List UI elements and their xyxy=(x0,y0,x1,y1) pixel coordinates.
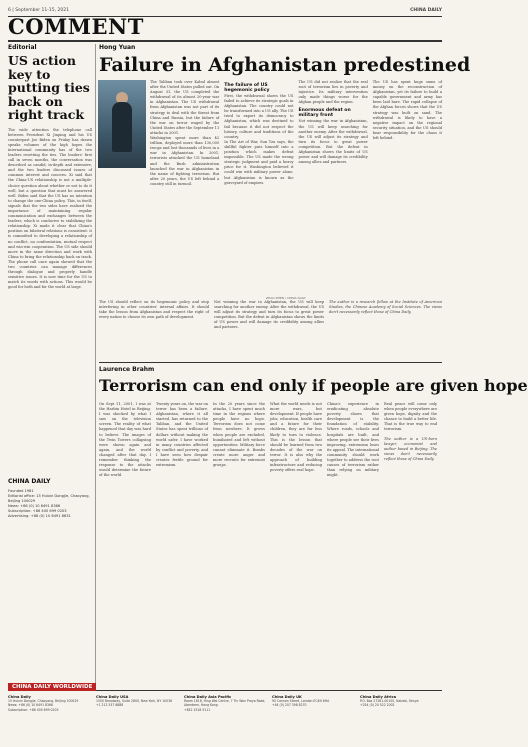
article1-col3: In The Art of War, Sun Tzu says, the skillful fighter puts himself into a position which makes defeat impossible. The US made the wrong strategic judgment and paid a heavy price for it. Washington believed it could win with military power alone, but Afghanistan is known as the graveyard of empires. xyxy=(224,139,294,185)
office-name: China Daily xyxy=(8,695,31,699)
office-line: P.O. Box 27281-00100, Nairobi, Kenya xyxy=(360,699,419,704)
article1-col1: The Taliban took over Kabul almost after the United States pulled out. On August 31, the US completed the withdrawal of its almost 20-year war in Afghanistan. The US withdrawal from Afghanistan was not part of its strategy to deal with the threat from China and Russia, but the failure of the war on terror waged by the United States after the September 11 attacks in 2001. xyxy=(150,80,220,135)
article2-author-note: The author is a US-born lawyer, economist and author based in Beijing. The views don't necessarily reflect those of China Daily. xyxy=(384,436,437,461)
office-line: +44 (0) 207 398 8270 xyxy=(272,703,307,708)
article1-byline: Hong Yuan xyxy=(99,44,136,51)
sidebar-footer-lines xyxy=(8,489,92,519)
office-name: China Daily UK xyxy=(272,695,302,699)
article2-col4: What the world needs is not more wars, but development. If people have jobs, education, health care and a future for their children, they are far less likely to turn to violence. This is the lesson that should be learned from two decades of the war on terror. It is also why the approach of building infrastructure and reducing poverty offers real hope. xyxy=(270,402,322,473)
article2-col3: In the 20 years since the attacks, I have spent much time in the regions where people have no hope. Terrorism does not come from nowhere. It grows when people are excluded, humiliated and left without opportunities. Military force cannot eliminate it. Bombs create more anger and more recruits for extremist groups. xyxy=(213,402,265,468)
article2-col2: Twenty years on, the war on terror has been a failure. Afghanistan, where it all started, has returned to the Taliban, and the United States has spent trillions of dollars without making the world safer. I have worked in many countries affected by conflict and poverty, and I have seen how despair creates fertile ground for extremism. xyxy=(156,402,208,468)
article1-author-note: The author is a research fellow at the Institute of American Studies, the Chinese Academy of Social Sciences. The views don't necessarily reflect those of China Daily. xyxy=(329,300,442,315)
footer-line: Subscription: +86 400 699 0203 xyxy=(8,509,67,513)
masthead: CHINA DAILY xyxy=(410,8,442,13)
office-line: +254 (0) 20 522 2002 xyxy=(360,703,395,708)
article-divider xyxy=(99,362,442,363)
office-line: 90 Cannon Street, London EC4N 6HA xyxy=(272,699,330,704)
editorial-column xyxy=(8,44,92,474)
page-info: 6 | September 11-15, 2021 xyxy=(8,8,69,13)
office-line: 15 Huixin Dongjie, Chaoyang, Beijing 100029 xyxy=(8,699,79,704)
article1-columns-top xyxy=(150,80,442,295)
office-name: China Daily Asia Pacific xyxy=(184,695,232,699)
article1-col6: The US should reflect on its hegemonic policy and stop interfering in other countries' internal affairs. It should take the lesson from Afghanistan and respect the right of every nation to choose its own path of development. xyxy=(99,300,209,320)
footer-line: Founded 1981 xyxy=(8,489,34,493)
photo-caption: ZHAO ZHEN / CHINA DAILY xyxy=(266,296,306,300)
article1-illustration xyxy=(98,80,146,168)
page-footer xyxy=(8,684,442,741)
editorial-body: The wide attention the telephone call between President Xi Jinping and his US counterpart Joe Biden on Friday has drawn speaks volumes of the high hopes the international community has of the two leaders resetting the ties. The leaders' first call in seven months, the conversation was described as candid, in-depth and extensive, and the two leaders discussed issues of common interest and concern. Xi said that the China-US relationship is not a multiple-choice question about whether or not to do it well, but a question that must be answered well. Biden said that the US has no intention to change the one-China policy. This, in itself, signals that the two sides have realized the importance of maintaining regular communication and exchanges between the leaders, which is conducive to stabilizing the relationship. Xi made it clear that China's position on bilateral relations is consistent: it is committed to developing a relationship of no conflict, no confrontation, mutual respect and win-win cooperation. The US side should move in the same direction and work with China to bring the relationship back on track. The phone call once again showed that the two countries can manage differences through dialogue and properly handle sensitive issues. It is now time for the US to match its words with actions. This would be good for both and for the world at large. xyxy=(8,127,92,290)
article1-col2b: First, the withdrawal shows the US failed to achieve its strategic goals in Afghanistan. The country could not be transformed into a US ally. The US tried to export its democracy to Afghanistan, which was destined to fail because it did not respect the history, culture and traditions of the country. xyxy=(224,94,294,139)
article1-columns-bottom xyxy=(99,300,442,358)
footer-brand: CHINA DAILY WORLDWIDE xyxy=(8,683,96,691)
article1-col5: The US has spent huge sums of money on the reconstruction of Afghanistan, yet its failure to build a capable government and army has been laid bare. The rapid collapse of the Afghan forces shows that the US strategy was built on sand. The withdrawal is likely to have a negative impact on the regional security situation, and the US should bear responsibility for the chaos it left behind. xyxy=(372,80,442,141)
office-line: News: +86 (0) 10 6491 8366 xyxy=(8,703,53,708)
article1-col3b: The US did not realize that the real root of terrorism lies in poverty and injustice. Its military intervention only made things worse for the Afghan people and the region. xyxy=(298,80,368,105)
article2-col1: On Sept 11, 2001, I was at the Harbin Hotel in Beijing. I was shocked by what I saw on the television screen. The reality of what happened that day was hard to believe. The images of the Twin Towers collapsing were shown again and again, and the world changed after that day. I remember thinking the response to the attacks would determine the future of the world. xyxy=(99,402,151,478)
article2-headline: Terrorism can end only if people are given hope xyxy=(99,376,528,395)
column-divider xyxy=(95,44,96,684)
article1-col2: Washington spent more than $2 trillion, deployed more than 130,000 troops and lost thousands of lives in a war in Afghanistan. In 2001, terrorists attacked the US homeland and the Bush administration launched the war in Afghanistan in the name of fighting terrorism. But after 20 years, the US left behind a country still in turmoil. xyxy=(150,136,220,186)
section-rule xyxy=(8,40,442,42)
figure-body-shape xyxy=(112,102,132,152)
office-line: +1 212 537 8888 xyxy=(96,703,124,708)
sidebar-footer xyxy=(8,478,92,519)
article1-col5-cont: Not winning the war in Afghanistan, the US will keep searching for another enemy. After the withdrawal, the US will adjust its strategy and turn its focus to great power competition. But the defeat in Afghanistan shows the limits of US power and will damage its credibility among allies and partners. xyxy=(214,300,324,330)
footer-office xyxy=(272,695,354,712)
article2-columns xyxy=(99,402,442,684)
office-name: China Daily USA xyxy=(96,695,129,699)
office-line: Room 1818, Hing Wai Centre, 7 Tin Wan Praya Road, Aberdeen, Hong Kong xyxy=(184,699,266,708)
article1-crosshead2: Enormous defeat on military front xyxy=(298,108,351,119)
sidebar-footer-title: CHINA DAILY xyxy=(8,478,51,485)
office-line: +852 2518 5111 xyxy=(184,707,211,712)
editorial-kicker: Editorial xyxy=(8,44,37,51)
office-name: China Daily Africa xyxy=(360,695,397,699)
footer-office xyxy=(8,695,90,712)
office-line: 1500 Broadway, Suite 2800, New York, NY 10036 xyxy=(96,699,173,704)
footer-office xyxy=(184,695,266,712)
article1-headline: Failure in Afghanistan predestined xyxy=(99,54,471,76)
footer-line: Advertising: +86 (0) 10 6491 8631 xyxy=(8,514,71,518)
article2-col5: China's experience in eradicating absolute poverty shows that development is the foundation of stability. Where roads, schools and hospitals are built, and where people see their lives improving, extremism loses its appeal. The international community should work together to address the root causes of terrorism rather than relying on military might. xyxy=(327,402,379,478)
footer-line: News: +86 (0) 10 6491 8366 xyxy=(8,504,61,508)
section-title: COMMENT xyxy=(8,14,144,39)
footer-office xyxy=(360,695,442,712)
article1-crosshead1: The failure of US hegemonic policy xyxy=(224,83,270,93)
footer-line: Editorial office: 15 Huixin Dongjie, Chaoyang, Beijing 100029 xyxy=(8,494,90,503)
article2-byline: Laurence Brahm xyxy=(99,366,155,373)
office-line: Subscription: +86 400 699 0203 xyxy=(8,707,59,712)
article2-col6: Real peace will come only when people everywhere are given hope, dignity and the chance to build a better life. That is the true way to end terrorism. xyxy=(384,402,437,432)
footer-office xyxy=(96,695,178,712)
article1-col4: Not winning the war in Afghanistan, the US will keep searching for another enemy. After the withdrawal, the US will adjust its strategy and turn its focus to great power competition. But the defeat in Afghanistan shows the limits of US power and will damage its credibility among allies and partners. xyxy=(298,119,368,165)
editorial-headline: US action key to putting ties back on right track xyxy=(8,53,90,122)
